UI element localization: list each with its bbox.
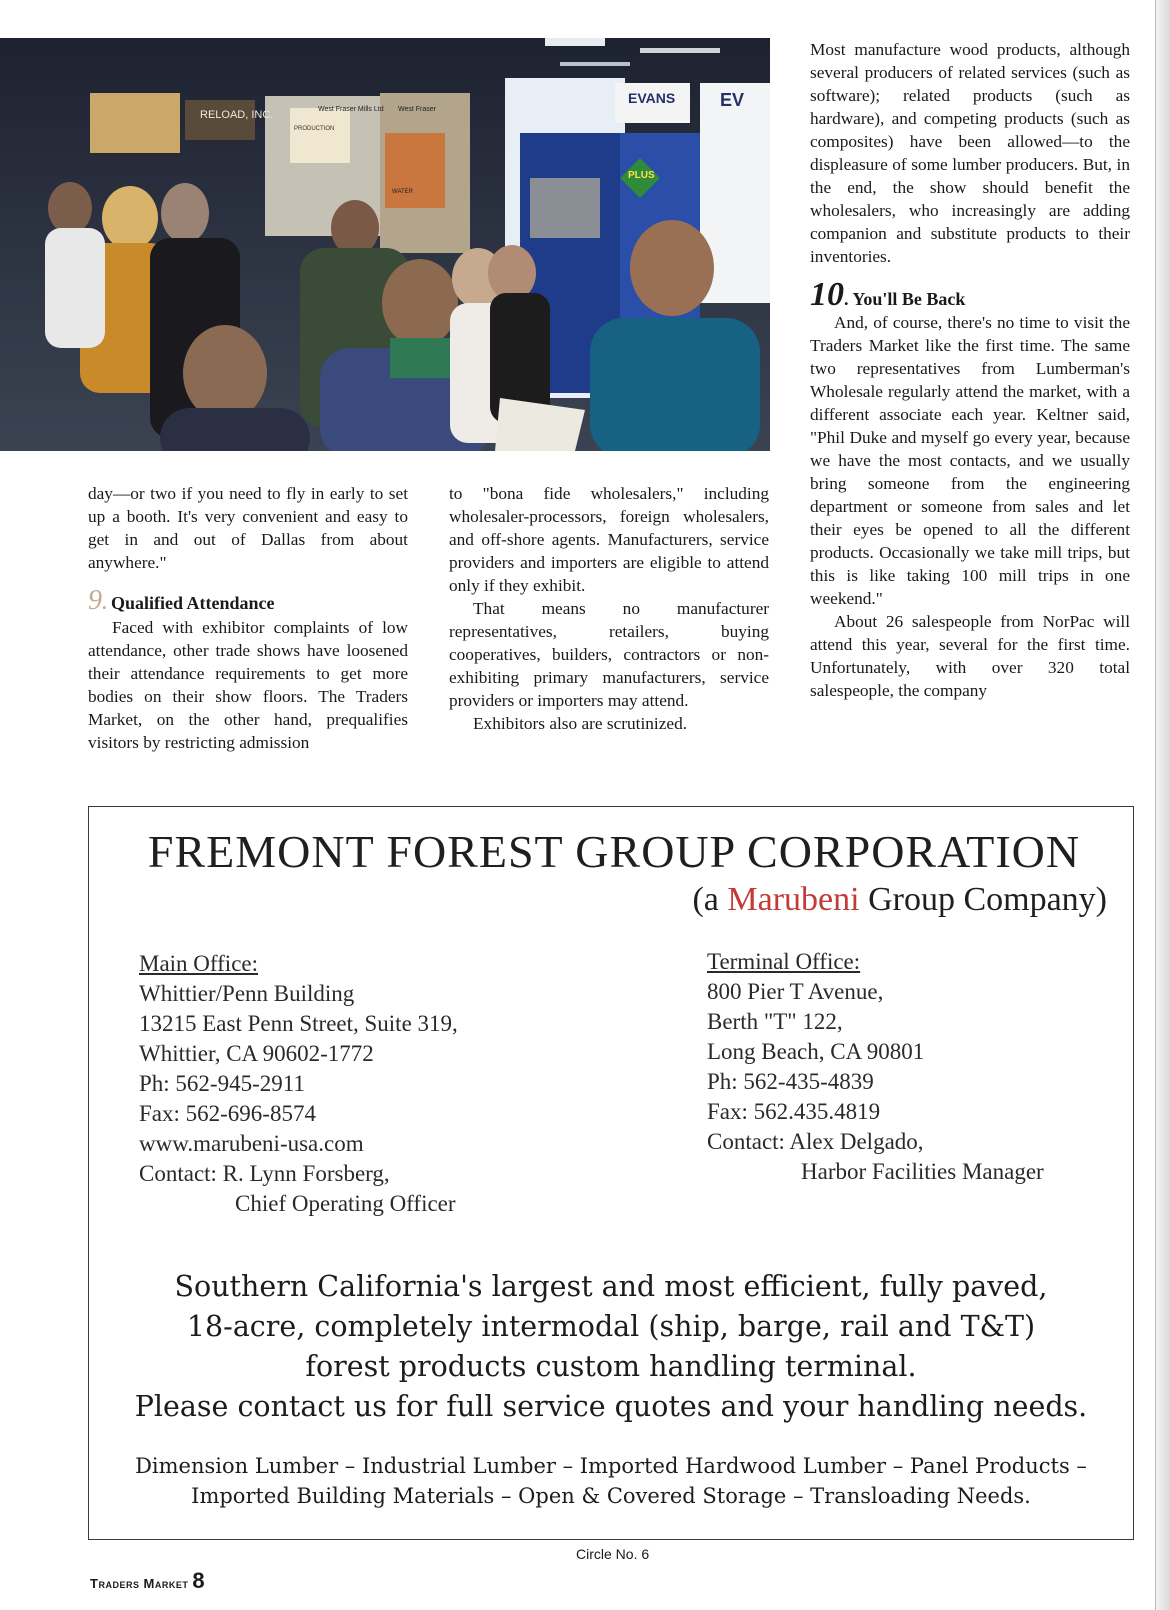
- col2-paragraph-3: Exhibitors also are scrutinized.: [473, 714, 688, 733]
- terminal-office-contact: Contact: Alex Delgado,: [707, 1129, 924, 1154]
- main-office-phone: Ph: 562-945-2911: [139, 1071, 305, 1096]
- booth-sign-water: WATER: [392, 189, 413, 195]
- services-line: Dimension Lumber – Industrial Lumber – Imported Hardwood Lumber – Panel Products –: [135, 1454, 1087, 1478]
- main-office-website[interactable]: www.marubeni-usa.com: [139, 1131, 364, 1156]
- booth-sign-evans: EVANS: [628, 90, 676, 106]
- section-heading-10: 10. You'll Be Back: [810, 276, 966, 313]
- reader-service-circle: Circle No. 6: [576, 1546, 650, 1562]
- main-office-label: Main Office:: [139, 951, 259, 976]
- section-heading-9: 9. Qualified Attendance: [88, 585, 275, 616]
- tagline-line: 18-acre, completely intermodal (ship, barge, rail and T&T): [186, 1310, 1036, 1343]
- ad-tagline: [89, 1267, 1133, 1427]
- section-number-9: 9: [88, 585, 102, 616]
- main-office-fax: Fax: 562-696-8574: [139, 1101, 316, 1126]
- col3-paragraph-3: About 26 salespeople from NorPac will attend this year, several for the first time. Unfortunately, with over 320 total salespeople, the company: [810, 612, 1130, 700]
- booth-sign-westfraser-2: West Fraser: [398, 106, 436, 113]
- terminal-office-line: 800 Pier T Avenue,: [707, 979, 884, 1004]
- booth-sign-ev: EV: [720, 90, 745, 110]
- terminal-office-contact-title: Harbor Facilities Manager: [801, 1159, 1044, 1184]
- col2-paragraph-2: That means no manufacturer representatives, retailers, buying cooperatives, builders, contractors or non-exhibiting primary manufacturers, service providers or importers may attend.: [449, 599, 769, 710]
- main-office-line: Whittier/Penn Building: [139, 981, 355, 1006]
- ad-subtitle-prefix: (a: [692, 881, 728, 918]
- col1-paragraph-2: Faced with exhibitor complaints of low attendance, other trade shows have loosened their attendance requirements to get more bodies on their show floors. The Traders Market, on the other hand, prequalifies visitors by restricting admission: [88, 618, 408, 752]
- section-number-10: 10: [810, 276, 844, 313]
- terminal-office-line: Long Beach, CA 90801: [707, 1039, 925, 1064]
- ad-services-list: [89, 1451, 1133, 1511]
- terminal-office-label: Terminal Office:: [707, 949, 861, 974]
- ad-subtitle-suffix: Group Company): [859, 881, 1107, 918]
- section-title-qualified-attendance: Qualified Attendance: [111, 593, 275, 613]
- ad-subtitle: [692, 881, 1107, 919]
- ad-company-name: FREMONT FOREST GROUP CORPORATION: [147, 826, 1081, 877]
- article-column-3: [810, 38, 1130, 702]
- booth-sign-reload: RELOAD, INC.: [200, 109, 274, 121]
- article-column-1: [88, 482, 408, 754]
- booth-sign-westfraser-1: West Fraser Mills Ltd: [318, 106, 384, 113]
- tagline-line: Southern California's largest and most efficient, fully paved,: [174, 1270, 1048, 1303]
- col2-paragraph-1: to "bona fide wholesalers," including wholesaler-processors, foreign wholesalers, and off-shore agents. Manufacturers, service providers and importers are eligible to attend only if they exhibit.: [449, 484, 769, 595]
- col3-paragraph-1: Most manufacture wood products, although several producers of related services (such as software); related products (such as hardware), and competing products (such as composites) have been allowed—to the displeasure of some lumber producers. But, in the end, the show should benefit the wholesalers, who increasingly are adding companion and substitute products to their inventories.: [810, 40, 1130, 266]
- services-line: Imported Building Materials – Open & Covered Storage – Transloading Needs.: [191, 1484, 1031, 1508]
- col3-paragraph-2: And, of course, there's no time to visit the Traders Market like the first time. The same two representatives from Lumberman's Wholesale regularly attend the market, with a different associate each year. Keltner said, "Phil Duke and myself go every year, because we have the most contacts, and we usually bring someone from the engineering department or someone from sales and let their eyes be opened to all the different products. Occasionally we take mill trips, but this is like taking 100 mill trips in one weekend.": [810, 313, 1130, 608]
- page-edge: [1155, 0, 1170, 1610]
- marubeni-brand: Marubeni: [727, 881, 860, 918]
- main-office-block: [139, 949, 458, 1219]
- main-office-contact-title: Chief Operating Officer: [235, 1191, 456, 1216]
- main-office-line: 13215 East Penn Street, Suite 319,: [139, 1011, 458, 1036]
- terminal-office-line: Berth "T" 122,: [707, 1009, 843, 1034]
- main-office-contact: Contact: R. Lynn Forsberg,: [139, 1161, 390, 1186]
- section-title-youll-be-back: You'll Be Back: [852, 289, 966, 309]
- article-column-2: [449, 482, 769, 735]
- trade-show-photo: [0, 38, 770, 451]
- booth-sign-plus: PLUS: [628, 170, 655, 181]
- page-folio: [90, 1568, 205, 1594]
- terminal-office-phone: Ph: 562-435-4839: [707, 1069, 874, 1094]
- publication-name: Traders Market: [90, 1576, 189, 1591]
- col1-paragraph-1: day—or two if you need to fly in early to set up a booth. It's very convenient and easy to get in and out of Dallas from about anywhere.": [88, 484, 408, 572]
- main-office-line: Whittier, CA 90602-1772: [139, 1041, 374, 1066]
- tagline-line: forest products custom handling terminal.: [305, 1350, 917, 1383]
- page-number: 8: [192, 1568, 206, 1593]
- terminal-office-block: [707, 947, 1044, 1187]
- booth-sign-production: PRODUCTION: [294, 126, 335, 132]
- fremont-forest-advertisement: [88, 806, 1134, 1540]
- terminal-office-fax: Fax: 562.435.4819: [707, 1099, 881, 1124]
- tagline-line: Please contact us for full service quotes and your handling needs.: [134, 1390, 1088, 1423]
